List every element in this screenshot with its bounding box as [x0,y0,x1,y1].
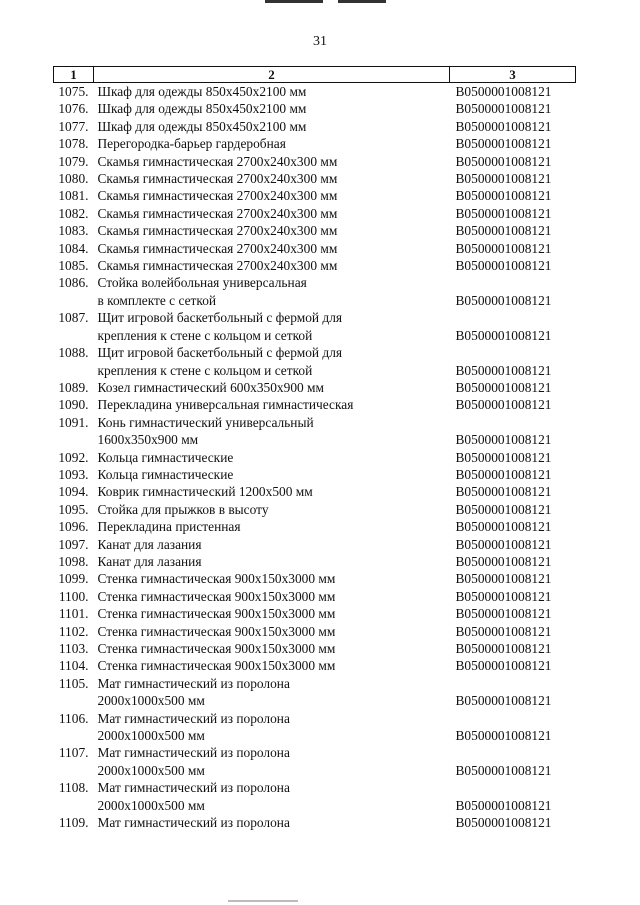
column-header-3: 3 [450,67,576,83]
item-code: B0500001008121 [455,397,552,413]
item-code: B0500001008121 [455,84,552,99]
table-row [54,536,576,553]
item-name-line: 2000х1000х500 мм [97,728,205,744]
table-row [54,240,576,257]
table-row [54,570,576,587]
item-name [94,309,450,344]
item-name-line: Стенка гимнастическая 900х150х3000 мм [97,658,336,674]
item-number: 1095. [58,501,89,517]
item-code: B0500001008121 [455,432,552,448]
table-row [54,396,576,413]
table-row [54,83,576,101]
item-number: 1108. [58,780,89,796]
item-number: 1109. [58,815,89,831]
item-name-line: Щит игровой баскетбольный с фермой для [97,345,343,361]
table-row [54,657,576,674]
item-name [94,518,450,535]
item-name [94,675,450,710]
item-name-line: Скамья гимнастическая 2700х240х300 мм [97,258,338,274]
item-name-line: крепления к стене с кольцом и сеткой [97,362,313,378]
item-code: B0500001008121 [455,623,552,639]
item-number: 1094. [58,484,89,500]
column-header-2: 2 [94,67,450,83]
table-row [54,518,576,535]
item-name [94,814,450,831]
item-name-line: 2000х1000х500 мм [97,693,205,709]
table-row [54,274,576,309]
item-name [94,744,450,779]
table-row [54,222,576,239]
item-name-line: Мат гимнастический из поролона [97,710,290,726]
item-name-line: Канат для лазания [97,553,202,569]
table-row [54,118,576,135]
item-name-line: Стенка гимнастическая 900х150х3000 мм [97,623,336,639]
item-code: B0500001008121 [455,641,552,656]
table-row [54,466,576,483]
item-code: B0500001008121 [455,536,552,552]
item-name-line: Щит игровой баскетбольный с фермой для [97,310,343,326]
table-row [54,779,576,814]
item-name [94,396,450,413]
table-row [54,605,576,622]
item-number: 1083. [58,223,89,239]
item-number: 1085. [58,258,89,274]
item-name-line: Шкаф для одежды 850х450х2100 мм [97,118,307,134]
item-code: B0500001008121 [455,240,552,256]
item-name [94,483,450,500]
item-number: 1093. [58,466,89,482]
item-name [94,118,450,135]
table-row [54,379,576,396]
item-code: B0500001008121 [455,362,552,378]
table-row [54,744,576,779]
item-number: 1076. [58,101,89,117]
item-name-line: Шкаф для одежды 850х450х2100 мм [97,101,307,117]
item-name [94,605,450,622]
item-name-line: 1600х350х900 мм [97,432,199,448]
table-row [54,100,576,117]
item-number: 1097. [58,536,89,552]
item-name [94,553,450,570]
table-row [54,414,576,449]
table-row [54,309,576,344]
page-number: 31 [313,34,327,49]
item-name-line: Мат гимнастический из поролона [97,780,290,796]
table-body [54,83,576,832]
table-row [54,553,576,570]
item-number: 1103. [58,641,89,656]
item-name-line: Скамья гимнастическая 2700х240х300 мм [97,171,338,187]
table-row [54,814,576,831]
item-number: 1098. [58,553,89,569]
item-name-line: Перегородка-барьер гардеробная [97,136,286,152]
item-name [94,135,450,152]
item-code: B0500001008121 [455,797,552,813]
item-name [94,153,450,170]
item-name [94,449,450,466]
item-code: B0500001008121 [455,449,552,465]
column-header-1: 1 [54,67,94,83]
scan-mark-left [265,0,323,3]
item-code: B0500001008121 [455,136,552,152]
item-code: B0500001008121 [455,171,552,187]
item-number: 1088. [58,345,89,361]
item-name [94,205,450,222]
item-name [94,222,450,239]
inventory-table [53,66,576,831]
item-number: 1099. [58,571,89,587]
table-row [54,344,576,379]
item-name-line: Козел гимнастический 600х350х900 мм [97,379,325,395]
item-name-line: Скамья гимнастическая 2700х240х300 мм [97,223,338,239]
item-number: 1100. [58,588,89,604]
item-code: B0500001008121 [455,519,552,535]
item-number: 1084. [58,240,89,256]
item-number: 1101. [58,606,89,622]
item-code: B0500001008121 [455,501,552,517]
item-code: B0500001008121 [455,153,552,169]
item-name-line: Стенка гимнастическая 900х150х3000 мм [97,641,336,656]
item-number: 1105. [58,675,89,691]
item-number: 1082. [58,205,89,221]
item-number: 1086. [58,275,89,291]
item-name [94,466,450,483]
item-number: 1079. [58,153,89,169]
table-row [54,257,576,274]
table-row [54,710,576,745]
item-name [94,274,450,309]
item-code: B0500001008121 [455,292,552,308]
item-number: 1089. [58,379,89,395]
scan-mark-bottom [228,900,298,902]
item-name-line: 2000х1000х500 мм [97,762,205,778]
item-name-line: Стенка гимнастическая 900х150х3000 мм [97,588,336,604]
table-row [54,205,576,222]
item-name [94,710,450,745]
item-name-line: в комплекте с сеткой [97,292,217,308]
item-number: 1107. [58,745,89,761]
item-code: B0500001008121 [455,815,552,831]
item-name-line: Перекладина пристенная [97,519,241,535]
item-code: B0500001008121 [455,588,552,604]
item-name-line: Скамья гимнастическая 2700х240х300 мм [97,240,338,256]
item-name [94,100,450,117]
table-row [54,153,576,170]
table-row [54,449,576,466]
item-code: B0500001008121 [455,762,552,778]
item-name [94,570,450,587]
item-name-line: Стенка гимнастическая 900х150х3000 мм [97,606,336,622]
item-code: B0500001008121 [455,484,552,500]
item-name [94,379,450,396]
item-name-line: Мат гимнастический из поролона [97,675,290,691]
item-name-line: Стойка волейбольная универсальная [97,275,307,291]
item-name [94,240,450,257]
item-code: B0500001008121 [455,606,552,622]
item-name [94,344,450,379]
table-row [54,483,576,500]
item-code: B0500001008121 [455,553,552,569]
scan-mark-right [338,0,386,3]
item-name [94,640,450,657]
table-row [54,588,576,605]
item-number: 1092. [58,449,89,465]
table-row [54,501,576,518]
item-code: B0500001008121 [455,327,552,343]
item-number: 1087. [58,310,89,326]
item-name-line: Скамья гимнастическая 2700х240х300 мм [97,153,338,169]
item-name-line: 2000х1000х500 мм [97,797,205,813]
item-name-line: Кольца гимнастические [97,449,234,465]
item-number: 1091. [58,414,89,430]
item-name [94,536,450,553]
item-name-line: Канат для лазания [97,536,202,552]
item-name-line: Кольца гимнастические [97,466,234,482]
item-code: B0500001008121 [455,658,552,674]
item-code: B0500001008121 [455,693,552,709]
item-name-line: Мат гимнастический из поролона [97,745,290,761]
item-name [94,501,450,518]
item-number: 1090. [58,397,89,413]
item-number: 1081. [58,188,89,204]
item-code: B0500001008121 [455,101,552,117]
item-name [94,588,450,605]
item-name-line: Конь гимнастический универсальный [97,414,314,430]
item-code: B0500001008121 [455,118,552,134]
item-number: 1106. [58,710,89,726]
item-name [94,779,450,814]
item-name [94,623,450,640]
item-code: B0500001008121 [455,188,552,204]
item-number: 1104. [58,658,89,674]
item-code: B0500001008121 [455,466,552,482]
item-name [94,170,450,187]
item-code: B0500001008121 [455,379,552,395]
item-name [94,187,450,204]
item-number: 1077. [58,118,89,134]
item-code: B0500001008121 [455,728,552,744]
item-name-line: Стенка гимнастическая 900х150х3000 мм [97,571,336,587]
item-number: 1080. [58,171,89,187]
item-name [94,414,450,449]
item-code: B0500001008121 [455,205,552,221]
item-number: 1096. [58,519,89,535]
item-name-line: Скамья гимнастическая 2700х240х300 мм [97,188,338,204]
table-row [54,135,576,152]
table-row [54,170,576,187]
table-row [54,675,576,710]
item-name-line: Коврик гимнастический 1200х500 мм [97,484,313,500]
item-code: B0500001008121 [455,223,552,239]
table-row [54,623,576,640]
item-name [94,83,450,101]
item-name-line: Стойка для прыжков в высоту [97,501,269,517]
item-number: 1075. [58,84,89,99]
item-number: 1102. [58,623,89,639]
item-name [94,257,450,274]
table-row [54,640,576,657]
item-code: B0500001008121 [455,258,552,274]
item-name [94,657,450,674]
item-name-line: Мат гимнастический из поролона [97,815,290,831]
table-row [54,187,576,204]
item-code: B0500001008121 [455,571,552,587]
item-name-line: Перекладина универсальная гимнастическая [97,397,354,413]
item-number: 1078. [58,136,89,152]
item-name-line: Шкаф для одежды 850х450х2100 мм [97,84,307,99]
item-name-line: Скамья гимнастическая 2700х240х300 мм [97,205,338,221]
table-header-row [54,67,576,83]
item-name-line: крепления к стене с кольцом и сеткой [97,327,313,343]
